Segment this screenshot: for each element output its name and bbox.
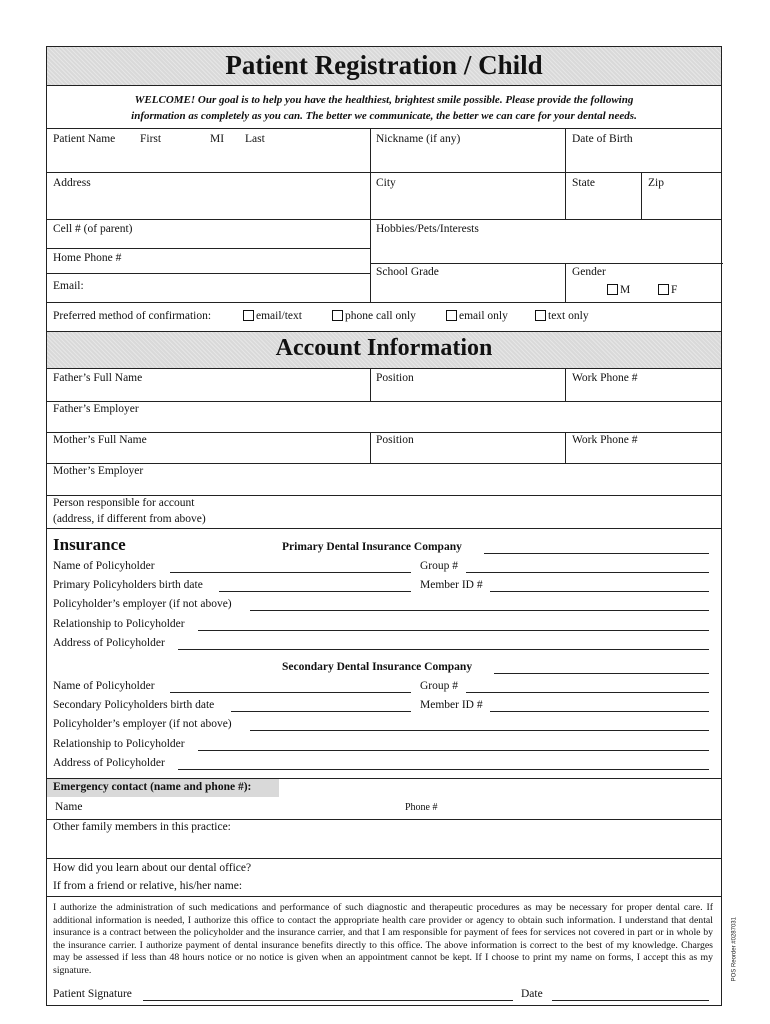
home-phone-label: Home Phone # <box>53 252 122 264</box>
father-name-label: Father’s Full Name <box>53 372 143 384</box>
phone-call-label: phone call only <box>345 310 416 322</box>
option-email-text[interactable] <box>243 310 302 324</box>
option-phone-call[interactable] <box>332 310 416 324</box>
father-position-label: Position <box>376 372 414 384</box>
city-label: City <box>376 177 396 189</box>
hobbies-label: Hobbies/Pets/Interests <box>376 223 479 235</box>
date-line[interactable] <box>552 1000 709 1001</box>
member-id-label: Member ID # <box>420 579 483 591</box>
member-id-label-2: Member ID # <box>420 699 483 711</box>
policyholder-name-label: Name of Policyholder <box>53 560 155 572</box>
relationship-line[interactable] <box>198 630 709 631</box>
learn-label: How did you learn about our dental office? <box>53 862 252 874</box>
policyholder-address-line-2[interactable] <box>178 769 709 770</box>
cell-label: Cell # (of parent) <box>53 223 133 235</box>
email-only-label: email only <box>459 310 508 322</box>
state-label: State <box>572 177 595 189</box>
first-label: First <box>140 133 162 145</box>
father-work-phone-label: Work Phone # <box>572 372 638 384</box>
primary-birth-label: Primary Policyholders birth date <box>53 579 203 591</box>
policyholder-name-line[interactable] <box>170 572 411 573</box>
phone-call-checkbox[interactable] <box>332 310 343 321</box>
employer-label: Policyholder’s employer (if not above) <box>53 598 232 610</box>
other-family-label: Other family members in this practice: <box>53 821 231 833</box>
employer-line-2[interactable] <box>250 730 709 731</box>
email-only-checkbox[interactable] <box>446 310 457 321</box>
welcome-line-1: WELCOME! Our goal is to help you have the healthiest, brightest smile possible. Please provide the following <box>134 94 634 106</box>
group-label: Group # <box>420 560 459 572</box>
mother-position-label: Position <box>376 434 414 446</box>
gender-label: Gender <box>572 266 606 278</box>
insurance-heading: Insurance <box>53 535 126 554</box>
mi-label: MI <box>210 133 225 145</box>
father-employer-label: Father’s Employer <box>53 403 139 415</box>
text-only-label: text only <box>548 310 589 322</box>
policyholder-address-label: Address of Policyholder <box>53 637 165 649</box>
mother-employer-label: Mother’s Employer <box>53 465 144 477</box>
member-id-line-2[interactable] <box>490 711 709 712</box>
emergency-name-label: Name <box>55 801 83 813</box>
email-label: Email: <box>53 280 84 292</box>
policyholder-name-label-2: Name of Policyholder <box>53 680 155 692</box>
dob-label: Date of Birth <box>572 133 633 145</box>
patient-signature-line[interactable] <box>143 1000 513 1001</box>
emergency-heading: Emergency contact (name and phone #): <box>53 781 252 793</box>
group-line[interactable] <box>466 572 709 573</box>
policyholder-address-label-2: Address of Policyholder <box>53 757 165 769</box>
form-title: Patient Registration / Child <box>225 50 543 80</box>
gender-f-checkbox[interactable] <box>658 284 669 295</box>
primary-birth-line[interactable] <box>219 591 411 592</box>
mother-work-phone-label: Work Phone # <box>572 434 638 446</box>
secondary-birth-line[interactable] <box>231 711 411 712</box>
secondary-company-label: Secondary Dental Insurance Company <box>282 661 473 673</box>
policyholder-address-line[interactable] <box>178 649 709 650</box>
primary-company-line[interactable] <box>484 553 709 554</box>
text-only-checkbox[interactable] <box>535 310 546 321</box>
friend-label: If from a friend or relative, his/her name: <box>53 880 243 892</box>
employer-label-2: Policyholder’s employer (if not above) <box>53 718 232 730</box>
authorization-text: I authorize the administration of such medications and performance of such diagnostic and therapeutic procedures as may be necessary for proper dental care. If additional information is needed, I authorize this office to contact the appropriate health care provider or agency to obtain such information. I understand that dental insurance is a contract between the policyholder and the insurance carrier, and that I am responsible for payment of fees for services not covered in part or in whole by the insurance carrier. I authorize payment of dental insurance benefits directly to this office. The above information is correct to the best of my knowledge. Charges may be assessed if less than 48 hours notice or no notice is given when an appointment cannot be kept. If I choose to print my name on forms, I accept this as my signature. <box>53 902 713 976</box>
employer-line[interactable] <box>250 610 709 611</box>
policyholder-name-line-2[interactable] <box>170 692 411 693</box>
zip-label: Zip <box>648 177 664 189</box>
email-text-label: email/text <box>256 310 302 322</box>
secondary-birth-label: Secondary Policyholders birth date <box>53 699 215 711</box>
gender-m-label: M <box>620 284 631 296</box>
date-label: Date <box>521 988 543 1000</box>
nickname-label: Nickname (if any) <box>376 133 461 145</box>
reorder-note: POS Reorder #0287031 <box>731 917 737 982</box>
group-label-2: Group # <box>420 680 459 692</box>
option-text-only[interactable] <box>535 310 589 324</box>
account-title: Account Information <box>275 335 493 361</box>
emergency-phone-label: Phone # <box>405 802 438 813</box>
relationship-label-2: Relationship to Policyholder <box>53 738 185 750</box>
gender-m-checkbox[interactable] <box>607 284 618 295</box>
relationship-line-2[interactable] <box>198 750 709 751</box>
group-line-2[interactable] <box>466 692 709 693</box>
gender-f-label: F <box>671 284 678 296</box>
relationship-label: Relationship to Policyholder <box>53 618 185 630</box>
patient-registration-form <box>46 46 737 1006</box>
preferred-method-label: Preferred method of confirmation: <box>53 310 212 322</box>
member-id-line[interactable] <box>490 591 709 592</box>
address-label: Address <box>53 177 91 189</box>
secondary-company-line[interactable] <box>494 673 709 674</box>
option-email-only[interactable] <box>446 310 508 324</box>
mother-name-label: Mother’s Full Name <box>53 434 147 446</box>
school-grade-label: School Grade <box>376 266 439 278</box>
responsible-label-2: (address, if different from above) <box>53 513 206 525</box>
responsible-label-1: Person responsible for account <box>53 497 195 509</box>
patient-signature-label: Patient Signature <box>53 988 132 1000</box>
gender-m-option[interactable] <box>607 284 630 298</box>
last-label: Last <box>245 133 265 145</box>
welcome-line-2: information as completely as you can. The better we communicate, the better we can care for your dental needs. <box>131 110 637 122</box>
gender-f-option[interactable] <box>658 284 677 298</box>
primary-company-label: Primary Dental Insurance Company <box>282 541 462 553</box>
email-text-checkbox[interactable] <box>243 310 254 321</box>
patient-name-label: Patient Name <box>53 133 116 145</box>
